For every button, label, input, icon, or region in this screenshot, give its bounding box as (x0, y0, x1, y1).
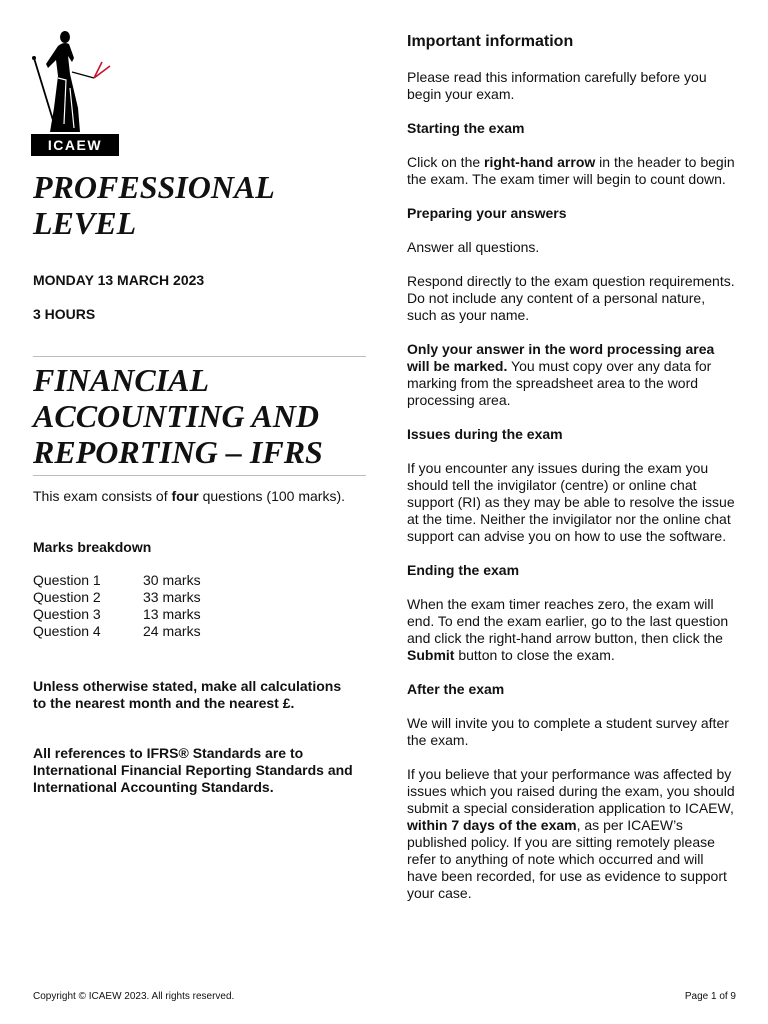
exam-date: MONDAY 13 MARCH 2023 (33, 272, 205, 288)
references-note: All references to IFRS® Standards are to International Financial Reporting Standards and International Accounting Standards. (33, 745, 353, 795)
info-heading: Important information (407, 33, 574, 50)
marks-row: Question 2 33 marks (33, 589, 201, 605)
divider-top (33, 356, 366, 357)
icaew-wordmark: ICAEW (31, 134, 119, 156)
after-text-1: We will invite you to complete a student survey after the exam. (407, 715, 729, 748)
info-intro: Please read this information carefully before you begin your exam. (407, 69, 707, 102)
issues-text: If you encounter any issues during the exam you should tell the invigilator (centre) or online chat support (RI) as they may be able to resolve the issue at the time. Neither the invigilator nor the online chat support can advise you on how to use the software. (407, 460, 735, 544)
icaew-logo (28, 28, 120, 158)
after-heading: After the exam (407, 681, 505, 697)
paper-title: FINANCIAL ACCOUNTING AND REPORTING – IFRS (33, 362, 323, 470)
important-information (407, 32, 737, 919)
preparing-heading: Preparing your answers (407, 205, 567, 221)
figure-icon (28, 28, 120, 134)
marks-breakdown-heading: Marks breakdown (33, 539, 152, 555)
starting-text: Click on the right-hand arrow in the header to begin the exam. The exam timer will begin to count down. (407, 154, 735, 187)
starting-heading: Starting the exam (407, 120, 525, 136)
marks-row: Question 1 30 marks (33, 572, 201, 588)
preparing-text-1: Answer all questions. (407, 239, 540, 255)
exam-intro: This exam consists of four questions (100 marks). (33, 488, 346, 504)
exam-duration: 3 HOURS (33, 306, 96, 322)
ending-text: When the exam timer reaches zero, the exam will end. To end the exam earlier, go to the last question and click the right-hand arrow button, then click the Submit button to close the exam. (407, 596, 729, 663)
preparing-text-2: Respond directly to the exam question requirements. Do not include any content of a personal nature, such as your name. (407, 273, 735, 323)
level-title: PROFESSIONAL LEVEL (33, 169, 274, 241)
after-text-2: If you believe that your performance was affected by issues which you raised during the exam, you should submit a special consideration application to ICAEW, within 7 days of the exam, as per ICAEW’s published policy. If you are sitting remotely please refer to anything of note which occurred and will have been recorded, for use as evidence to support your case. (407, 766, 735, 901)
marks-row: Question 3 13 marks (33, 606, 201, 622)
marks-breakdown-table (33, 572, 201, 640)
page-number: Page 1 of 9 (684, 991, 736, 1002)
calculation-note: Unless otherwise stated, make all calculations to the nearest month and the nearest £. (33, 678, 342, 711)
preparing-text-3: Only your answer in the word processing area will be marked. You must copy over any data for marking from the spreadsheet area to the word processing area. (407, 341, 715, 408)
divider-bottom (33, 475, 366, 476)
ending-heading: Ending the exam (407, 562, 520, 578)
copyright: Copyright © ICAEW 2023. All rights reserved. (33, 991, 235, 1002)
marks-row: Question 4 24 marks (33, 623, 201, 639)
issues-heading: Issues during the exam (407, 426, 563, 442)
